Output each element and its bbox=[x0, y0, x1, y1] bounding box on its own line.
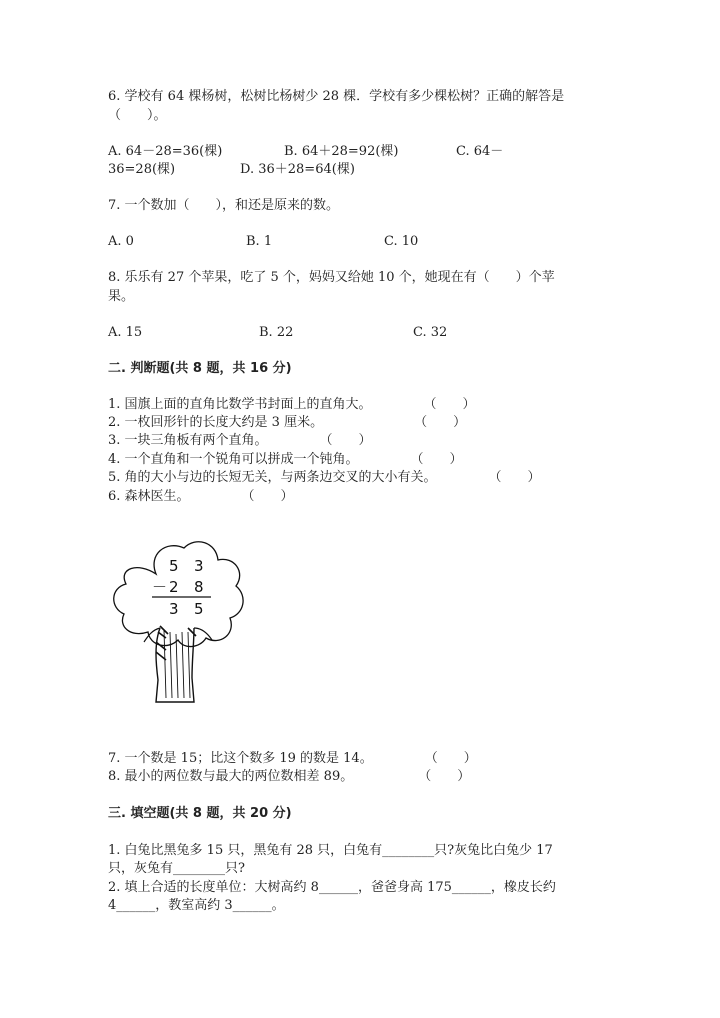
tree-row3-digit-2: 5 bbox=[194, 600, 204, 618]
tree-row2-digit-1: 2 bbox=[169, 578, 179, 596]
q8-stem-line2: 果。 bbox=[108, 289, 135, 304]
judge-item-2: 2. 一枚回形针的长度大约是 3 厘米。 （ ） bbox=[108, 415, 467, 430]
q6-stem-line1: 6. 学校有 64 棵杨树，松树比杨树少 28 棵．学校有多少棵松树？正确的解答是 bbox=[108, 89, 565, 104]
tree-doctor-figure bbox=[108, 538, 248, 710]
judge-item-7: 7. 一个数是 15；比这个数多 19 的数是 14。 （ ） bbox=[108, 751, 477, 766]
q8-option-b: B. 22 bbox=[259, 325, 294, 340]
fill-q1-line1: 1. 白兔比黑兔多 15 只，黑兔有 28 只，白兔有________只?灰兔比白兔少 17 bbox=[108, 843, 553, 858]
q6-option-b: B. 64＋28=92(棵) bbox=[284, 144, 399, 159]
tree-row1-digit-2: 3 bbox=[194, 557, 204, 575]
judge-item-8: 8. 最小的两位数与最大的两位数相差 89。 （ ） bbox=[108, 769, 471, 784]
judge-item-1: 1. 国旗上面的直角比数学书封面上的直角大。 （ ） bbox=[108, 397, 476, 412]
q7-option-a: A. 0 bbox=[108, 234, 134, 249]
q8-option-a: A. 15 bbox=[108, 325, 143, 340]
fill-q2-line2: 4______，教室高约 3______。 bbox=[108, 898, 285, 913]
q7-option-b: B. 1 bbox=[246, 234, 273, 249]
tree-row1-digit-1: 5 bbox=[169, 557, 179, 575]
fill-q1-line2: 只，灰兔有________只? bbox=[108, 861, 245, 876]
tree-row3-digit-1: 3 bbox=[169, 600, 179, 618]
judge-item-4: 4. 一个直角和一个锐角可以拼成一个钝角。 （ ） bbox=[108, 452, 463, 467]
q6-option-c-part1: C. 64－ bbox=[456, 144, 504, 159]
tree-row2-minus: － bbox=[152, 578, 168, 596]
q8-option-c: C. 32 bbox=[413, 325, 448, 340]
q6-option-c-part2: 36=28(棵) bbox=[108, 162, 176, 177]
trunk-right-branch bbox=[194, 628, 212, 640]
section2-title: 二. 判断题(共 8 题，共 16 分) bbox=[108, 361, 292, 376]
fill-q2-line1: 2. 填上合适的长度单位：大树高约 8______，爸爸身高 175______，橡皮长约 bbox=[108, 880, 556, 895]
section3-title: 三. 填空题(共 8 题，共 20 分) bbox=[108, 806, 292, 821]
q7-option-c: C. 10 bbox=[384, 234, 419, 249]
q6-option-a: A. 64－28=36(棵) bbox=[108, 144, 223, 159]
q6-stem-line2: （ ）。 bbox=[108, 108, 167, 123]
q7-stem: 7. 一个数加（ ），和还是原来的数。 bbox=[108, 198, 340, 213]
judge-item-5: 5. 角的大小与边的长短无关，与两条边交叉的大小有关。 （ ） bbox=[108, 470, 541, 485]
judge-item-6: 6. 森林医生。 （ ） bbox=[108, 489, 294, 504]
tree-row2-digit-2: 8 bbox=[194, 578, 204, 596]
q8-stem-line1: 8. 乐乐有 27 个苹果，吃了 5 个，妈妈又给她 10 个，她现在有（ ）个苹 bbox=[108, 270, 555, 285]
q6-option-d: D. 36＋28=64(棵) bbox=[240, 162, 355, 177]
judge-item-3: 3. 一块三角板有两个直角。 （ ） bbox=[108, 433, 372, 448]
